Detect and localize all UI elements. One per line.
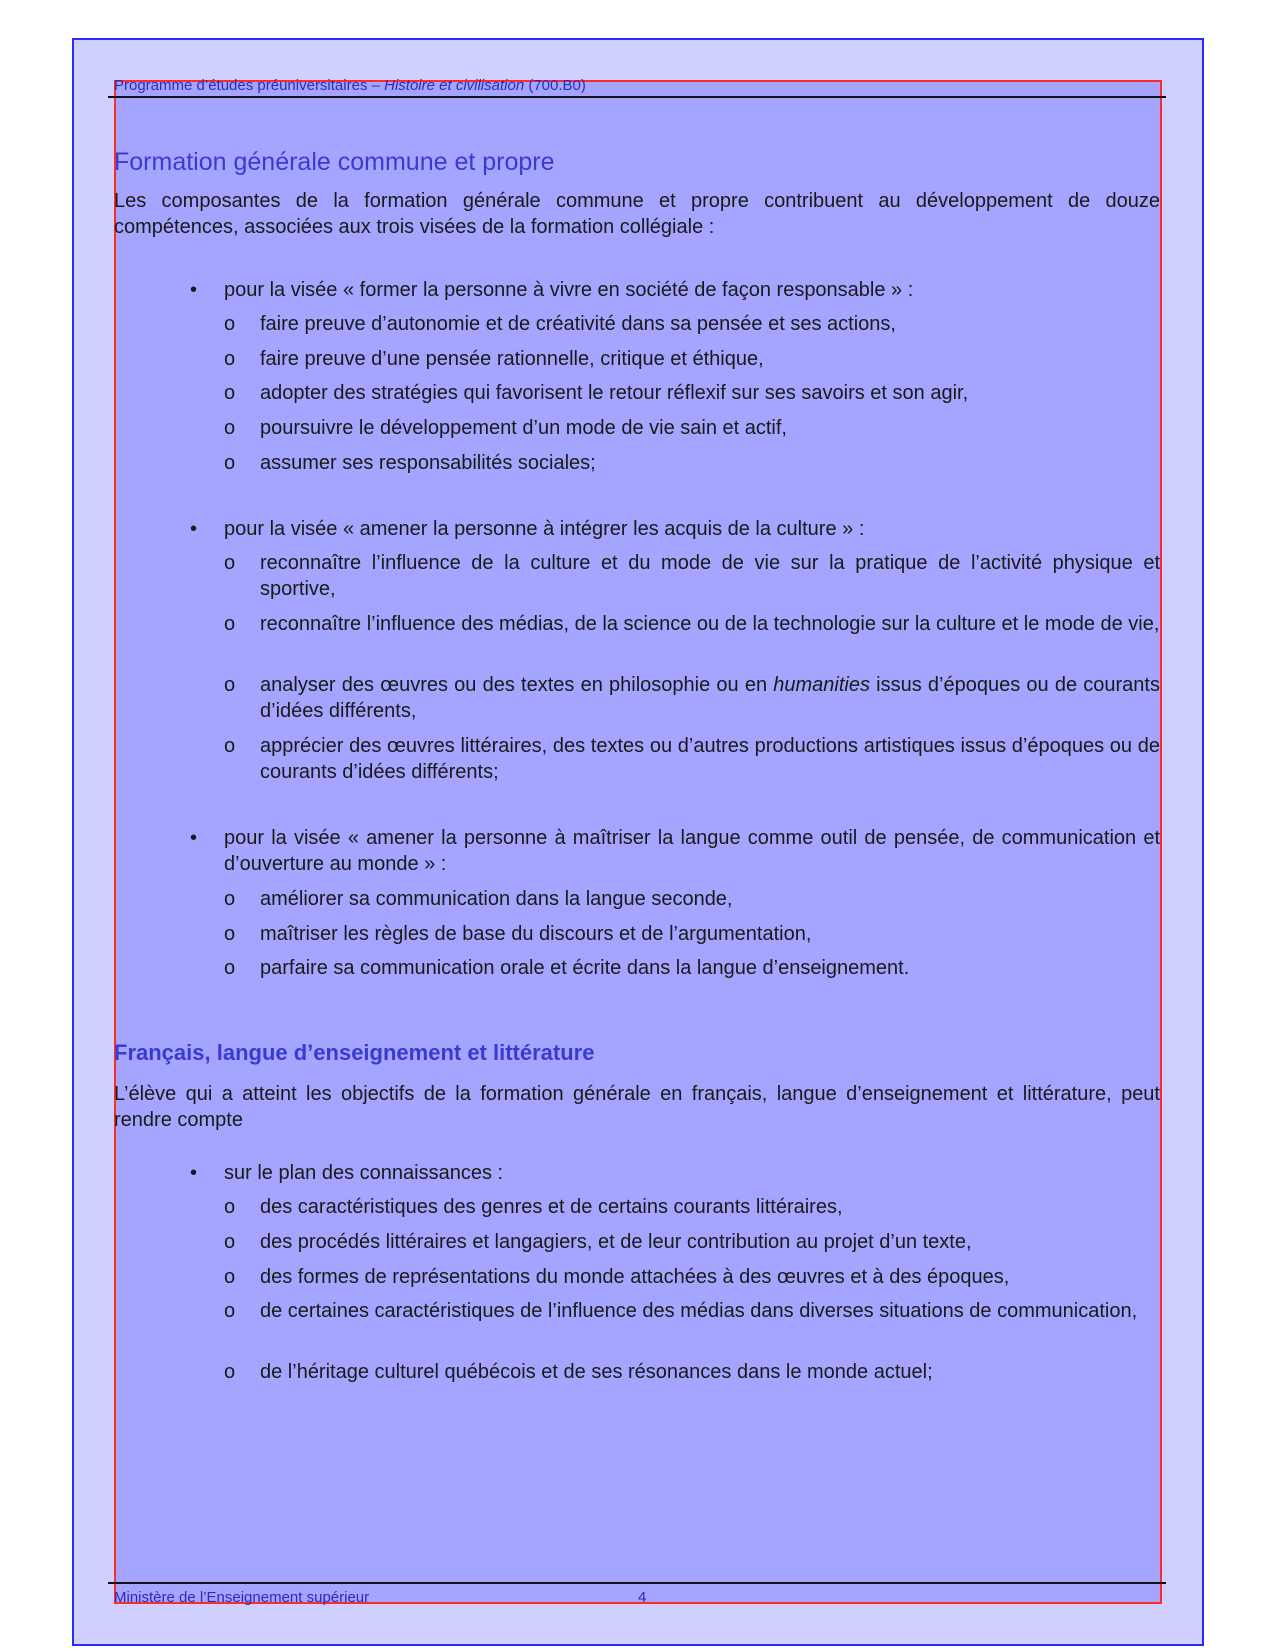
sub-list-item-text: de certaines caractéristiques de l’influence des médias dans diverses situations de communication, [260, 1300, 1138, 1322]
sub-list-item-text: parfaire sa communication orale et écrite dans la langue d’enseignement. [260, 957, 910, 979]
sub-list-item [224, 550, 1160, 602]
circle-bullet-icon: o [224, 1231, 236, 1253]
list-item-connaissances [190, 1160, 1160, 1186]
section-intro-francais: L’élève qui a atteint les objectifs de la formation générale en français, langue d’enseignement et littérature, peut rendre compte [114, 1083, 1160, 1131]
bullet-icon: • [190, 518, 198, 540]
circle-bullet-icon: o [224, 417, 236, 439]
list-item-label: pour la visée « former la personne à vivre en société de façon responsable » : [224, 279, 914, 301]
sub-list-item-text: faire preuve d’une pensée rationnelle, critique et éthique, [260, 348, 764, 370]
sub-list-item-text-part: issus d’époques ou de courants d’idées différents, [260, 674, 1160, 722]
sub-list-item-text: apprécier des œuvres littéraires, des textes ou d’autres productions artistiques issus d’époques ou de courants d’idées différents; [260, 735, 1160, 783]
sub-list-item-text: reconnaître l’influence de la culture et du mode de vie sur la pratique de l’activité physique et sportive, [260, 552, 1160, 600]
sub-list-item [224, 415, 1160, 441]
page-number: 4 [638, 1589, 647, 1606]
sub-list-item [224, 346, 1160, 372]
circle-bullet-icon: o [224, 348, 236, 370]
sub-list-item [224, 1298, 1160, 1324]
sub-list-item [224, 1194, 1160, 1220]
circle-bullet-icon: o [224, 613, 236, 635]
circle-bullet-icon: o [224, 923, 236, 945]
running-header [114, 77, 586, 94]
list-item-visee-societe [190, 277, 1160, 303]
section-intro-formation-generale: Les composantes de la formation générale commune et propre contribuent au développement de douze compétences, associées aux trois visées de la formation collégiale : [114, 190, 1160, 238]
sub-list-item-text: assumer ses responsabilités sociales; [260, 452, 596, 474]
sub-list-item-text: des caractéristiques des genres et de certains courants littéraires, [260, 1196, 843, 1218]
header-divider [108, 96, 1166, 98]
section-title-francais: Français, langue d’enseignement et littérature [114, 1040, 595, 1065]
header-program-title: Histoire et civilisation [384, 77, 525, 94]
list-item-label: sur le plan des connaissances : [224, 1162, 504, 1184]
circle-bullet-icon: o [224, 1196, 236, 1218]
sub-list-item [224, 1359, 1160, 1385]
circle-bullet-icon: o [224, 313, 236, 335]
circle-bullet-icon: o [224, 674, 236, 696]
header-prefix: Programme d’études préuniversitaires – [114, 77, 385, 94]
list-item-visee-culture [190, 516, 1160, 542]
sub-list-item [224, 380, 1160, 406]
sub-list-item-text [260, 672, 1160, 724]
sub-list-item [224, 611, 1160, 637]
sub-list-item-text: des formes de représentations du monde attachées à des œuvres et à des époques, [260, 1266, 1010, 1288]
sub-list-item-italic-term: humanities [773, 674, 870, 696]
sub-list-item-text: maîtriser les règles de base du discours et de l’argumentation, [260, 923, 812, 945]
sub-list-item-text: améliorer sa communication dans la langue seconde, [260, 888, 733, 910]
sub-list-item [224, 672, 1160, 724]
sub-list-item [224, 886, 1160, 912]
sub-list-item [224, 1229, 1160, 1255]
list-item-label: pour la visée « amener la personne à maîtriser la langue comme outil de pensée, de communication et d’ouverture au monde » : [224, 827, 1160, 875]
circle-bullet-icon: o [224, 552, 236, 574]
footer-divider [108, 1582, 1166, 1584]
list-item-label: pour la visée « amener la personne à intégrer les acquis de la culture » : [224, 518, 865, 540]
sub-list-item [224, 311, 1160, 337]
circle-bullet-icon: o [224, 1361, 236, 1383]
sub-list-item-text: adopter des stratégies qui favorisent le retour réflexif sur ses savoirs et son agir, [260, 382, 969, 404]
sub-list-item [224, 1264, 1160, 1290]
sub-list-item-text: poursuivre le développement d’un mode de vie sain et actif, [260, 417, 787, 439]
footer-ministry: Ministère de l’Enseignement supérieur [114, 1589, 370, 1606]
circle-bullet-icon: o [224, 382, 236, 404]
sub-list-item-text: reconnaître l’influence des médias, de la science ou de la technologie sur la culture et le mode de vie, [260, 613, 1160, 635]
circle-bullet-icon: o [224, 735, 236, 757]
sub-list-item [224, 955, 1160, 981]
list-item-visee-langue [190, 825, 1160, 877]
circle-bullet-icon: o [224, 957, 236, 979]
bullet-icon: • [190, 827, 198, 849]
circle-bullet-icon: o [224, 888, 236, 910]
section-title-formation-generale: Formation générale commune et propre [114, 148, 555, 176]
sub-list-item-text: des procédés littéraires et langagiers, et de leur contribution au projet d’un texte, [260, 1231, 972, 1253]
circle-bullet-icon: o [224, 1266, 236, 1288]
header-program-code: (700.B0) [524, 77, 586, 94]
sub-list-item [224, 450, 1160, 476]
bullet-icon: • [190, 1162, 198, 1184]
sub-list-item [224, 733, 1160, 785]
circle-bullet-icon: o [224, 1300, 236, 1322]
circle-bullet-icon: o [224, 452, 236, 474]
sub-list-item-text-part: analyser des œuvres ou des textes en philosophie ou en [260, 674, 774, 696]
sub-list-item-text: de l’héritage culturel québécois et de ses résonances dans le monde actuel; [260, 1361, 933, 1383]
bullet-icon: • [190, 279, 198, 301]
sub-list-item [224, 921, 1160, 947]
sub-list-item-text: faire preuve d’autonomie et de créativité dans sa pensée et ses actions, [260, 313, 896, 335]
